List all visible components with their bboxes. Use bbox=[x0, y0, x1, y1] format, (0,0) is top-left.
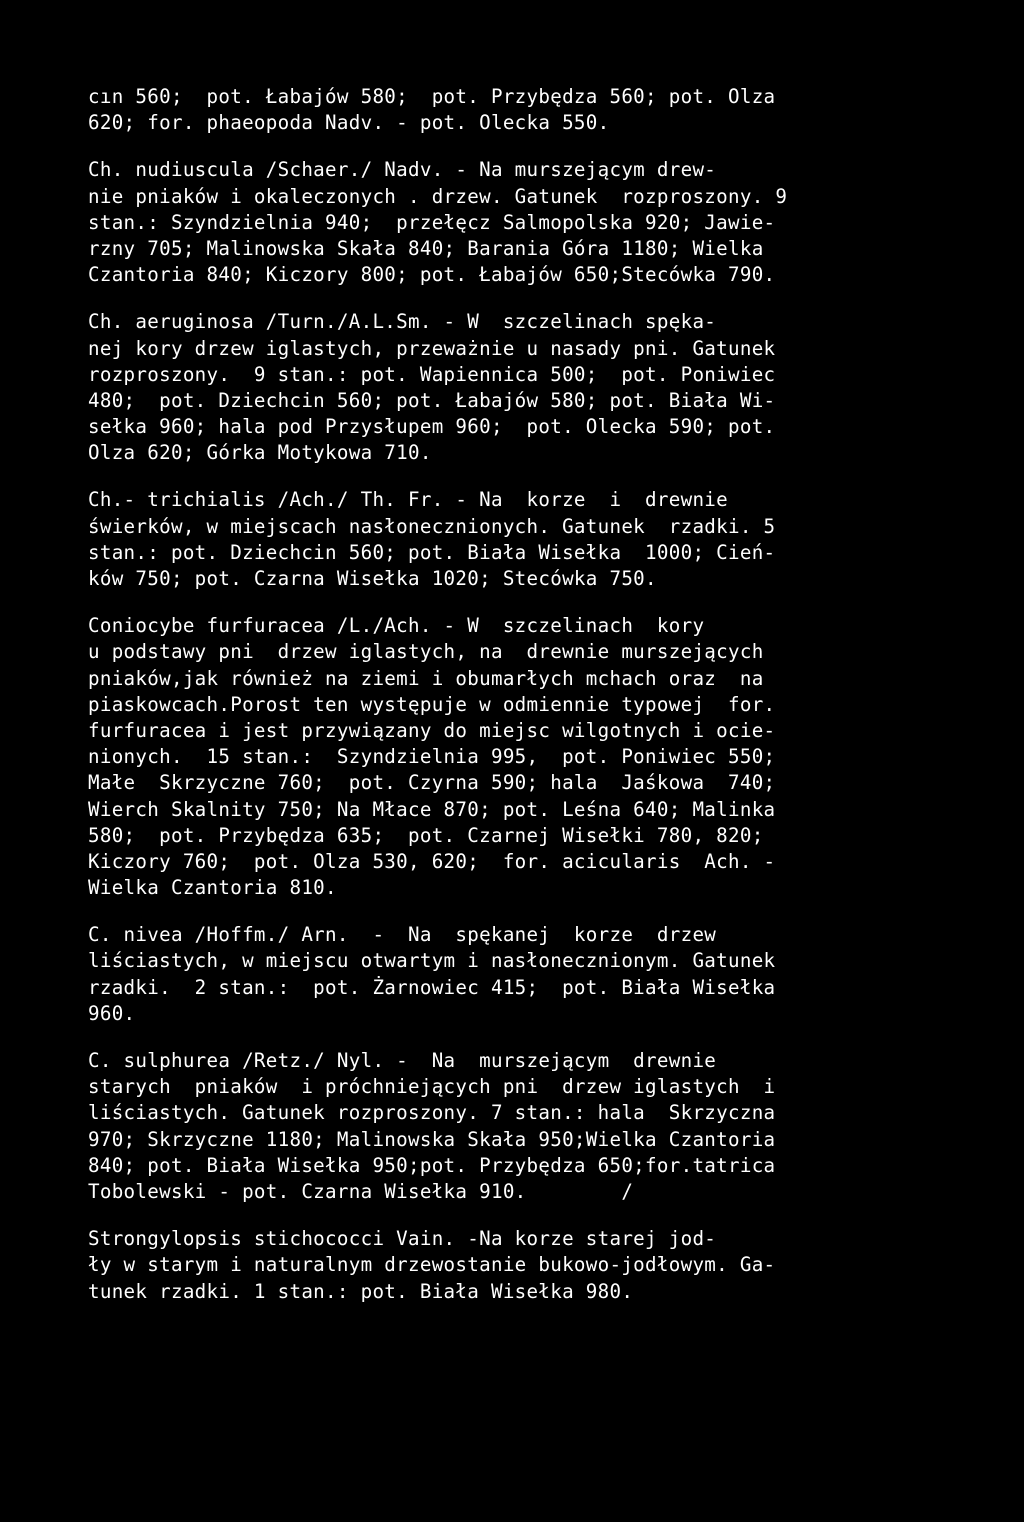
text-line: 620; for. phaeopoda Nadv. - pot. Olecka 550. bbox=[88, 111, 610, 135]
paragraph bbox=[88, 84, 938, 136]
text-line: stan.: Szyndzielnia 940; przełęcz Salmopolska 920; Jawie- bbox=[88, 210, 776, 234]
text-line: stan.: pot. Dziechcin 560; pot. Biała Wisełka 1000; Cień- bbox=[88, 540, 776, 564]
text-line: u podstawy pni drzew iglastych, na drewnie murszejących bbox=[88, 640, 764, 664]
text-line: ły w starym i naturalnym drzewostanie bukowo-jodłowym. Ga- bbox=[88, 1253, 776, 1277]
text-line: rzny 705; Malinowska Skała 840; Barania Góra 1180; Wielka bbox=[88, 236, 764, 260]
text-line: cın 560; pot. Łabajów 580; pot. Przybędza 560; pot. Olza bbox=[88, 85, 776, 108]
paragraph bbox=[88, 1048, 938, 1205]
text-line: sełka 960; hala pod Przysłupem 960; pot. Olecka 590; pot. bbox=[88, 415, 776, 439]
text-line: liściastych. Gatunek rozproszony. 7 stan.: hala Skrzyczna bbox=[88, 1101, 776, 1125]
text-line: Wielka Czantoria 810. bbox=[88, 876, 337, 900]
text-line: 580; pot. Przybędza 635; pot. Czarnej Wisełki 780, 820; bbox=[88, 823, 764, 847]
text-line: tunek rzadki. 1 stan.: pot. Biała Wisełka 980. bbox=[88, 1279, 634, 1303]
text-line: ków 750; pot. Czarna Wisełka 1020; Stecówka 750. bbox=[88, 567, 657, 590]
text-line: Małe Skrzyczne 760; pot. Czyrna 590; hala Jaśkowa 740; bbox=[88, 771, 776, 795]
text-line: rozproszony. 9 stan.: pot. Wapiennica 500; pot. Poniwiec bbox=[88, 362, 776, 386]
text-line: 970; Skrzyczne 1180; Malinowska Skała 950;Wielka Czantoria bbox=[88, 1127, 776, 1151]
text-line: nionych. 15 stan.: Szyndzielnia 995, pot. Poniwiec 550; bbox=[88, 745, 776, 769]
text-line: 480; pot. Dziechcin 560; pot. Łabajów 580; pot. Biała Wi- bbox=[88, 388, 776, 412]
text-line: 960. bbox=[88, 1001, 136, 1025]
paragraph bbox=[88, 922, 938, 1027]
text-line: Strongylopsis stichococci Vain. -Na korze starej jod- bbox=[88, 1227, 717, 1251]
text-line: Coniocybe furfuracea /L./Ach. - W szczelinach kory bbox=[88, 614, 705, 638]
text-line: Wierch Skalnity 750; Na Młace 870; pot. Leśna 640; Malinka bbox=[88, 797, 776, 821]
text-line: C. nivea /Hoffm./ Arn. - Na spękanej korze drzew bbox=[88, 923, 717, 947]
paragraph bbox=[88, 613, 938, 901]
paragraph bbox=[88, 157, 938, 288]
text-line: Kiczory 760; pot. Olza 530, 620; for. acicularis Ach. - bbox=[88, 849, 776, 873]
text-line: piaskowcach.Porost ten występuje w odmiennie typowej for. bbox=[88, 692, 776, 716]
text-line: Tobolewski - pot. Czarna Wisełka 910. / bbox=[88, 1179, 634, 1203]
paragraph bbox=[88, 309, 938, 466]
text-line: furfuracea i jest przywiązany do miejsc wilgotnych i ocie- bbox=[88, 718, 776, 742]
text-line: Ch. aeruginosa /Turn./A.L.Sm. - W szczelinach spęka- bbox=[88, 310, 717, 334]
text-line: C. sulphurea /Retz./ Nyl. - Na murszejącym drewnie bbox=[88, 1049, 717, 1072]
text-line: Ch.- trichialis /Ach./ Th. Fr. - Na korze i drewnie bbox=[88, 488, 728, 512]
text-line: pniaków,jak również na ziemi i obumarłych mchach oraz na bbox=[88, 666, 764, 690]
text-line: liściastych, w miejscu otwartym i nasłonecznionym. Gatunek bbox=[88, 949, 776, 973]
text-line: rzadki. 2 stan.: pot. Żarnowiec 415; pot. Biała Wisełka bbox=[88, 975, 776, 999]
text-line: Olza 620; Górka Motykowa 710. bbox=[88, 441, 432, 465]
text-line: starych pniaków i próchniejących pni drzew iglastych i bbox=[88, 1075, 776, 1099]
text-line: nie pniaków i okaleczonych . drzew. Gatunek rozproszony. 9 bbox=[88, 184, 788, 208]
text-line: nej kory drzew iglastych, przeważnie u nasady pni. Gatunek bbox=[88, 336, 776, 360]
text-line: 840; pot. Biała Wisełka 950;pot. Przybędza 650;for.tatrica bbox=[88, 1153, 776, 1177]
text-line: świerków, w miejscach nasłonecznionych. Gatunek rzadki. 5 bbox=[88, 514, 776, 538]
text-line: Czantoria 840; Kiczory 800; pot. Łabajów 650;Stecówka 790. bbox=[88, 263, 776, 287]
paragraph bbox=[88, 487, 938, 592]
document-text bbox=[88, 84, 938, 1326]
text-line: Ch. nudiuscula /Schaer./ Nadv. - Na murszejącym drew- bbox=[88, 158, 717, 182]
paragraph bbox=[88, 1226, 938, 1305]
